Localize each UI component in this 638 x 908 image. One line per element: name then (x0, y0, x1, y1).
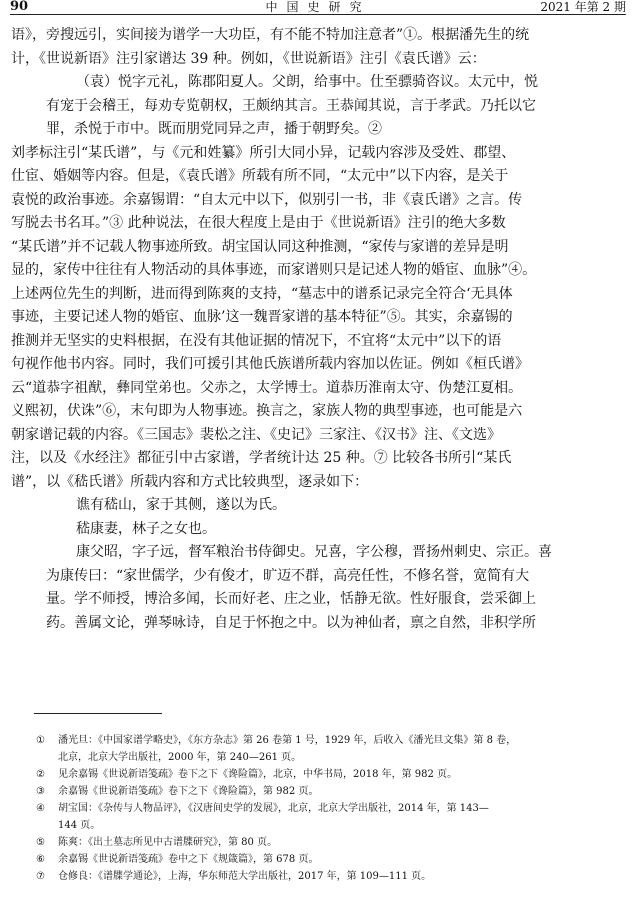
footnotes (36, 733, 626, 886)
footnote-mark: ⑤ (36, 837, 45, 848)
footnote-4 (36, 801, 626, 816)
quote-line: 谯有嵇山，家于其侧，遂以为氏。 (76, 497, 286, 513)
body-line: 义熙初，伏诛”⑥，末句即为人物事迹。换言之，家族人物的典型事迹，也可能是六 (11, 403, 523, 419)
body-line: 朝家谱记载的内容。《三国志》裴松之注、《史记》三家注、《汉书》注、《文选》 (11, 426, 501, 443)
body-line: “某氏谱”并不记载人物事迹所致。胡宝国认同这种推测，“家传与家谱的差异是明 (11, 238, 509, 255)
footnote-5 (36, 835, 626, 850)
footnote-text: 余嘉锡《世说新语笺疏》卷中之下《规箴篇》，第 678 页。 (58, 854, 319, 865)
footnote-text: 胡宝国：《杂传与人物品评》，《汉唐间史学的发展》，北京，北京大学出版社，2014 年，第 143— (58, 803, 489, 814)
footnote-mark: ① (36, 735, 45, 746)
footnote-1 (36, 733, 626, 748)
body-line: 袁悦的政治事迹。余嘉锡谓：“自太元中以下，似别引一书，非《袁氏谱》之言。传 (11, 191, 523, 208)
body-line: 计，《世说新语》注引家谱达 39 种。例如，《世说新语》注引《袁氏谱》云： (11, 50, 486, 67)
body-line: 刘孝标注引“某氏谱”，与《元和姓纂》所引大同小异，记载内容涉及受姓、郡望、 (11, 144, 516, 161)
footnote-text: 见余嘉锡《世说新语笺疏》卷下之下《谗险篇》，北京，中华书局，2018 年，第 982 页。 (58, 769, 458, 780)
quote-line: 量。学不师授，博洽多闻，长而好老、庄之业，恬静无欲。性好服食，尝采御上 (46, 591, 536, 607)
footnote-text: 余嘉锡《世说新语笺疏》卷下之下《谗险篇》，第 982 页。 (58, 786, 319, 797)
footnote-1-cont (36, 750, 626, 765)
quote-line: （袁）悦字元礼，陈郡阳夏人。父朗，给事中。仕至骠骑咨议。太元中，悦 (76, 74, 538, 90)
article-body (11, 24, 627, 635)
quote-line: 嵇康妻，林子之女也。 (76, 520, 216, 537)
footnote-2 (36, 767, 626, 782)
body-line: 谱”，以《嵇氏谱》所载内容和方式比较典型，逐录如下： (11, 473, 369, 490)
footnote-mark: ⑥ (36, 854, 45, 865)
footnote-mark: ③ (36, 786, 45, 797)
body-line: 语》，旁搜远引，实间接为谱学一大功臣，有不能不特加注意者”①。根据潘先生的统 (11, 27, 530, 43)
footnote-text: 北京，北京大学出版社，2000 年，第 240—261 页。 (58, 752, 302, 763)
body-line: 句视作他书内容。同时，我们可援引其他氏族谱所载内容加以佐证。例如《桓氏谱》 (11, 356, 529, 372)
quote-line: 为康传曰：“家世儒学，少有俊才，旷迈不群，高亮任性，不修名誉，宽简有大 (46, 567, 530, 584)
body-line: 注，以及《水经注》都征引中古家谱，学者统计达 25 种。⑦ 比较各书所引“某氏 (11, 450, 512, 466)
body-line: 显的，家传中往往有人物活动的具体事迹，而家谱则只是记述人物的婚宦、血脉”④。 (11, 262, 537, 278)
footnote-mark: ④ (36, 803, 45, 814)
quote-line: 有宠于会稽王，每劝专览朝权，王颇纳其言。王恭闻其说，言于孝武。乃托以它 (46, 97, 536, 114)
body-line: 推测并无坚实的史料根据，在没有其他证据的情况下，不宜将“太元中”以下的语 (11, 332, 502, 349)
footnote-mark: ⑦ (36, 871, 45, 882)
footnote-text: 潘光旦：《中国家谱学略史》，《东方杂志》第 26 卷第 1 号，1929 年，后收入《潘光旦文集》第 8 卷， (58, 735, 517, 746)
footnote-text: 仓修良：《谱牒学通论》，上海，华东师范大学出版社，2017 年，第 109—111 页。 (58, 871, 432, 882)
footnote-divider (34, 713, 162, 714)
journal-title: 中国史研究 (265, 0, 371, 14)
footnote-3 (36, 784, 626, 799)
footnote-7 (36, 869, 626, 884)
footnote-text: 陈爽：《出土墓志所见中古谱牒研究》，第 80 页。 (58, 837, 278, 848)
quote-line: 康父昭，字子远，督军粮治书侍御史。兄喜，字公穆，晋扬州刺史、宗正。喜 (76, 544, 552, 560)
footnote-4-cont (36, 818, 626, 833)
footnote-mark: ② (36, 769, 45, 780)
body-line: 事迹，主要记述人物的婚宦、血脉’这一魏晋家谱的基本特征”⑤。其实，余嘉锡的 (11, 309, 513, 325)
body-line: 云“道恭字祖猷，彝同堂弟也。父赤之，太学博士。道恭历淮南太守、伪楚江夏相。 (11, 379, 523, 396)
page-number: 90 (10, 0, 29, 14)
body-line: 上述两位先生的判断，进而得到陈爽的支持，“墓志中的谱系记录完全符合‘无具体 (11, 285, 513, 302)
body-line: 写脱去书名耳。”③ 此种说法，在很大程度上是由于《世说新语》注引的绝大多数 (11, 215, 506, 231)
issue-label: 2021 年第 2 期 (540, 0, 626, 14)
quote-line: 药。善属文论，弹琴咏诗，自足于怀抱之中。以为神仙者，禀之自然，非积学所 (46, 614, 536, 631)
footnote-text: 144 页。 (58, 820, 101, 831)
body-line: 仕宦、婚姻等内容。但是，《袁氏谱》所载有所不同，“太元中”以下内容，是关于 (11, 168, 509, 184)
running-header (10, 0, 626, 15)
footnote-6 (36, 852, 626, 867)
quote-line: 罪，杀悦于市中。既而朋党同异之声，播于朝野矣。② (46, 121, 382, 137)
